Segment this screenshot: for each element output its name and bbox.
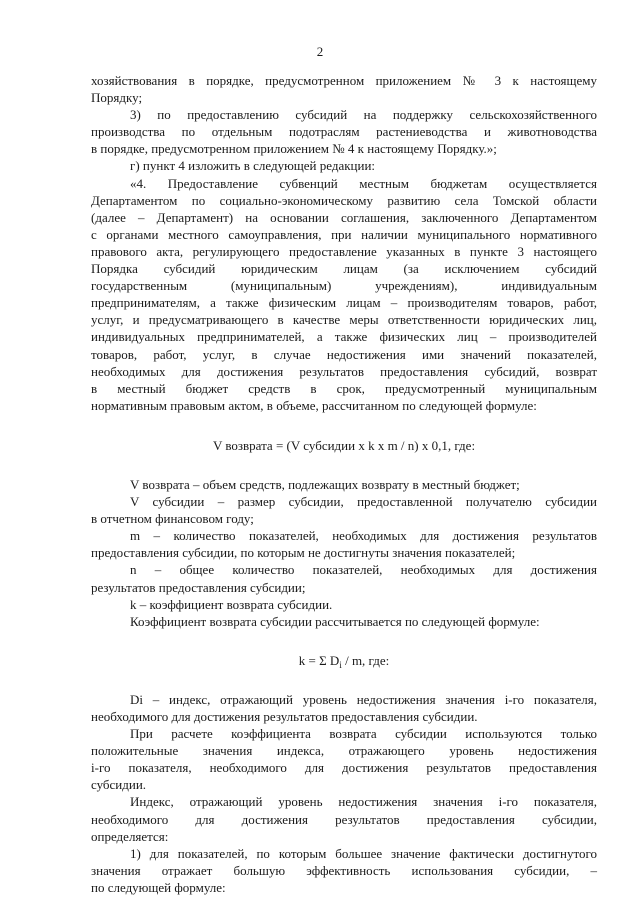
page-number: 2 bbox=[316, 44, 324, 59]
text-line: значения отражает большую эффективность использования субсидии, – bbox=[91, 862, 597, 878]
text-line: индивидуальных предпринимателей, а также физических лиц – производителей bbox=[91, 329, 597, 345]
text-line: по следующей формуле: bbox=[91, 879, 226, 895]
text-line: в порядке, предусмотренном приложением № 4 к настоящему Порядку.»; bbox=[91, 141, 497, 157]
text-line: Индекс, отражающий уровень недостижения значения i-го показателя, bbox=[130, 794, 597, 810]
text-line: «4. Предоставление субвенций местным бюджетам осуществляется bbox=[130, 175, 597, 191]
text-line: производства по отдельным подотраслям растениеводства и животноводства bbox=[91, 124, 597, 140]
text-line: услуг, и предусматривающего в качестве меры ответственности юридических лиц, bbox=[91, 312, 597, 328]
text-line: в местный бюджет средств в срок, предусмотренный муниципальным bbox=[91, 380, 597, 396]
text-line: необходимого для достижения результатов предоставления субсидии. bbox=[91, 709, 478, 724]
text-line: предоставления субсидии, по которым не достигнуты значения показателей; bbox=[91, 545, 516, 561]
text-line: необходимых для достижения результатов предоставления субсидий, возврат bbox=[91, 363, 597, 379]
text-line: n – общее количество показателей, необходимых для достижения bbox=[130, 562, 597, 578]
text-line: государственным (муниципальным) учреждениям), индивидуальным bbox=[91, 278, 597, 294]
text-line: правового акта, регулирующего предоставление указанных в пункте 3 настоящего bbox=[91, 243, 597, 259]
text-line: Di – индекс, отражающий уровень недостижения значения i-го показателя, bbox=[130, 691, 597, 707]
text-line: При расчете коэффициента возврата субсидии используются только bbox=[130, 726, 597, 742]
text-line: положительные значения индекса, отражающего уровень недостижения bbox=[91, 743, 597, 759]
text-line: в отчетном финансовом году; bbox=[91, 511, 254, 527]
text-line: V субсидии – размер субсидии, предоставленной получателю субсидии bbox=[130, 494, 597, 510]
formula-k-tail: / m, где: bbox=[341, 652, 390, 668]
text-line: Коэффициент возврата субсидии рассчитывается по следующей формуле: bbox=[130, 613, 540, 629]
text-line: Департаментом по социально-экономическому развитию села Томской области bbox=[91, 192, 597, 208]
formula-k bbox=[91, 652, 597, 669]
text-line: i-го показателя, необходимого для достижения результатов предоставления bbox=[91, 760, 597, 776]
text-line: 1) для показателей, по которым большее значение фактически достигнутого bbox=[130, 845, 597, 861]
formula-k-subscript: i bbox=[339, 659, 342, 670]
text-line: необходимого для достижения результатов предоставления субсидии, bbox=[91, 811, 597, 827]
text-line: Порядка субсидий юридическим лицам (за исключением субсидий bbox=[91, 261, 597, 277]
text-line: товаров, работ, услуг, в случае недостижения ими значений показателей, bbox=[91, 346, 597, 362]
text-line: результатов предоставления субсидии; bbox=[91, 579, 306, 595]
text-line: m – количество показателей, необходимых для достижения результатов bbox=[130, 528, 597, 544]
document-body bbox=[91, 72, 597, 896]
text-line: Порядку; bbox=[91, 90, 143, 106]
text-line: k – коэффициент возврата субсидии. bbox=[130, 596, 333, 612]
text-line: г) пункт 4 изложить в следующей редакции: bbox=[130, 158, 376, 174]
text-line: с органами местного самоуправления, при наличии муниципального нормативного bbox=[91, 226, 597, 242]
text-line: V возврата – объем средств, подлежащих возврату в местный бюджет; bbox=[130, 476, 520, 492]
text-line: (далее – Департамент) на основании соглашения, заключенного Департаментом bbox=[91, 209, 597, 225]
formula-v-return: V возврата = (V субсидии x k x m / n) x 0,1, где: bbox=[212, 437, 476, 453]
formula-k-lead: k = Σ D bbox=[298, 652, 340, 668]
text-line: субсидии. bbox=[91, 777, 147, 793]
text-line: предпринимателям, а также физическим лицам – производителям товаров, работ, bbox=[91, 295, 597, 311]
text-line: 3) по предоставлению субсидий на поддержку сельскохозяйственного bbox=[130, 107, 597, 123]
text-line: определяется: bbox=[91, 828, 169, 844]
text-line: хозяйствования в порядке, предусмотренном приложением № 3 к настоящему bbox=[91, 73, 597, 88]
text-line: нормативным правовым актом, в объеме, рассчитанном по следующей формуле: bbox=[91, 397, 537, 413]
